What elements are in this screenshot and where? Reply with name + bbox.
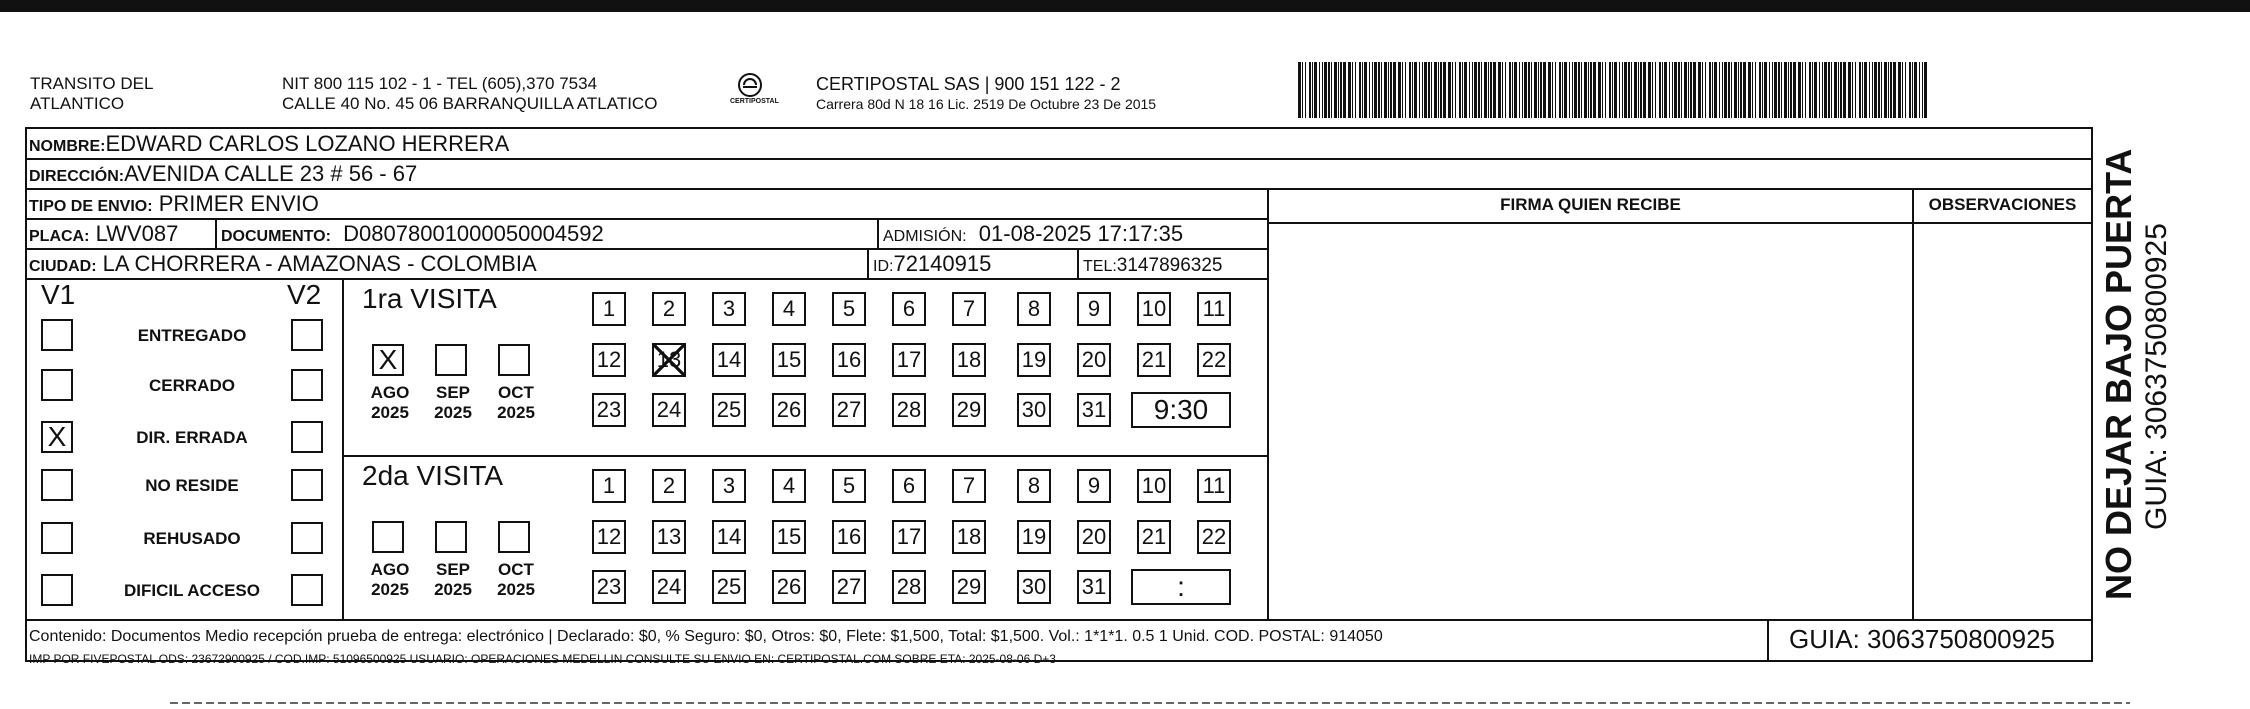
day-box[interactable]: 5 [832,469,866,503]
day-box[interactable]: 19 [1017,343,1051,377]
barcode-bar [1924,62,1927,118]
day-box[interactable]: 27 [832,570,866,604]
v2-checkbox[interactable] [291,319,323,351]
month-checkbox[interactable] [498,344,530,376]
impresion-text: IMP POR FIVEPOSTAL ODS: 23672900925 / COD.IMP: 51096500925 USUARIO: OPERACIONES MEDELLIN CONSULTE SU ENVIO EN: CERTIPOSTAL.COM SOBRE ETA: 2025-08-06 D+3 [29,652,1056,666]
month-year: 2025 [371,580,409,599]
day-box[interactable]: 18 [952,520,986,554]
status-label: DIFICIL ACCESO [123,581,260,600]
admision-field: ADMISIÓN: 01-08-2025 17:17:35 [883,221,1184,246]
v1-checkbox[interactable] [41,469,73,501]
day-box[interactable]: 15 [772,520,806,554]
v2-checkbox[interactable] [291,469,323,501]
month-label [423,560,483,600]
v1-checkbox[interactable] [41,522,73,554]
ciudad-field: CIUDAD: LA CHORRERA - AMAZONAS - COLOMBIA [29,251,537,276]
month-name: AGO [370,383,410,402]
day-box[interactable]: 22 [1197,343,1231,377]
day-box[interactable]: 3 [712,292,746,326]
day-box[interactable]: 22 [1197,520,1231,554]
status-label: CERRADO [149,376,235,395]
no-dejar-bajo-puerta: NO DEJAR BAJO PUERTA [2098,148,2139,600]
day-box[interactable]: 4 [772,469,806,503]
day-box[interactable]: 23 [592,570,626,604]
day-box[interactable]: 20 [1077,343,1111,377]
day-box[interactable]: 1 [592,469,626,503]
month-name: SEP [435,560,471,579]
month-checkbox[interactable] [435,521,467,553]
v1-checkbox[interactable]: X [41,421,73,453]
month-year: 2025 [434,403,472,422]
day-box[interactable]: 9 [1077,292,1111,326]
day-box[interactable]: 18 [952,343,986,377]
day-box[interactable]: 25 [712,393,746,427]
issuer-contact: NIT 800 115 102 - 1 - TEL (605),370 7534 CALLE 40 No. 45 06 BARRANQUILLA ATLATICO [282,74,658,113]
visit-title: 1ra VISITA [362,283,497,314]
day-box[interactable]: 14 [712,520,746,554]
day-box[interactable]: 13 [652,343,686,377]
day-box[interactable]: 2 [652,292,686,326]
status-label: DIR. ERRADA [136,428,248,447]
month-name: OCT [498,383,534,402]
tipo-envio-field: TIPO DE ENVIO: PRIMER ENVIO [29,191,319,216]
day-box[interactable]: 1 [592,292,626,326]
day-box[interactable]: 15 [772,343,806,377]
month-name: OCT [498,560,534,579]
delivery-form [25,127,2093,666]
day-box[interactable]: 8 [1017,469,1051,503]
day-box[interactable]: 28 [892,570,926,604]
day-box[interactable]: 23 [592,393,626,427]
day-box[interactable]: 17 [892,520,926,554]
day-box[interactable]: 20 [1077,520,1111,554]
day-box[interactable]: 26 [772,393,806,427]
cut-line [170,702,2130,704]
day-box[interactable]: 21 [1137,343,1171,377]
tracking-barcode [1298,62,1930,118]
day-box[interactable]: 17 [892,343,926,377]
month-year: 2025 [497,580,535,599]
day-box[interactable]: 3 [712,469,746,503]
day-box[interactable]: 8 [1017,292,1051,326]
day-box[interactable]: 24 [652,393,686,427]
month-name: SEP [435,383,471,402]
nombre-field: NOMBRE:EDWARD CARLOS LOZANO HERRERA [29,131,510,156]
month-label [486,560,546,600]
day-box[interactable]: 26 [772,570,806,604]
day-box[interactable]: 2 [652,469,686,503]
month-label [486,383,546,423]
day-box[interactable]: 27 [832,393,866,427]
day-box[interactable]: 10 [1137,292,1171,326]
v2-checkbox[interactable] [291,421,323,453]
day-box[interactable]: 30 [1017,393,1051,427]
visit-time[interactable]: 9:30 [1131,392,1231,428]
firma-header: FIRMA QUIEN RECIBE [1500,195,1681,214]
day-box[interactable]: 28 [892,393,926,427]
day-box[interactable]: 29 [952,393,986,427]
day-box[interactable]: 13 [652,520,686,554]
month-year: 2025 [497,403,535,422]
visit-time[interactable]: : [1131,569,1231,605]
day-box[interactable]: 5 [832,292,866,326]
month-checkbox[interactable] [372,521,404,553]
month-checkbox[interactable] [498,521,530,553]
month-label [360,560,420,600]
top-border [0,0,2250,12]
day-box[interactable]: 29 [952,570,986,604]
logo-text: CERTIPOSTAL [730,98,779,105]
v1-checkbox[interactable] [41,369,73,401]
side-guia: GUIA: 3063750800925 [2140,223,2173,530]
day-box[interactable]: 30 [1017,570,1051,604]
guia-number: GUIA: 3063750800925 [1789,624,2055,654]
day-box[interactable]: 6 [892,292,926,326]
day-box[interactable]: 9 [1077,469,1111,503]
day-box[interactable]: 4 [772,292,806,326]
carrier-info: CERTIPOSTAL SAS | 900 151 122 - 2 Carrera 80d N 18 16 Lic. 2519 De Octubre 23 De 2015 [816,74,1157,112]
day-box[interactable]: 19 [1017,520,1051,554]
month-year: 2025 [371,403,409,422]
placa-field: PLACA: LWV087 [29,221,179,246]
v2-checkbox[interactable] [291,369,323,401]
id-field: ID:72140915 [873,251,992,276]
status-label: ENTREGADO [137,326,247,345]
day-box[interactable]: 14 [712,343,746,377]
v1-checkbox[interactable] [41,319,73,351]
issuer-name: TRANSITO DEL ATLANTICO [30,74,154,113]
documento-field: DOCUMENTO: D08078001000050004592 [221,221,604,246]
status-label: NO RESIDE [145,476,239,495]
day-box[interactable]: 16 [832,520,866,554]
direccion-field: DIRECCIÓN:AVENIDA CALLE 23 # 56 - 67 [29,161,418,186]
day-box[interactable]: 31 [1077,570,1111,604]
observaciones-header: OBSERVACIONES [1928,195,2077,214]
day-box[interactable]: 6 [892,469,926,503]
day-box[interactable]: 21 [1137,520,1171,554]
month-name: AGO [370,560,410,579]
day-box[interactable]: 10 [1137,469,1171,503]
status-label: REHUSADO [143,529,241,548]
day-box[interactable]: 7 [952,292,986,326]
tel-field: TEL:3147896325 [1083,255,1223,276]
certipostal-logo [730,72,779,112]
v1-label: V1 [41,279,76,310]
day-box[interactable]: 24 [652,570,686,604]
day-box[interactable]: 11 [1197,469,1231,503]
month-checkbox[interactable] [435,344,467,376]
day-box[interactable]: 12 [592,343,626,377]
month-label [423,383,483,423]
v2-checkbox[interactable] [291,574,323,606]
day-box[interactable]: 31 [1077,393,1111,427]
contenido-text: Contenido: Documentos Medio recepción prueba de entrega: electrónico | Declarado: $0, % Seguro: $0, Otros: $0, Flete: $1,500, Total: $1,500. Vol.: 1*1*1. 0.5 1 Unid. COD. POSTAL: 914050 [29,628,1383,645]
logo-icon [737,72,763,98]
visit-title: 2da VISITA [362,460,504,491]
day-box[interactable]: 16 [832,343,866,377]
v2-label: V2 [287,279,322,310]
day-box[interactable]: 25 [712,570,746,604]
v2-checkbox[interactable] [291,522,323,554]
month-label [360,383,420,423]
month-year: 2025 [434,580,472,599]
v1-checkbox[interactable] [41,574,73,606]
month-checkbox[interactable]: X [372,344,404,376]
day-box[interactable]: 7 [952,469,986,503]
day-box[interactable]: 12 [592,520,626,554]
day-box[interactable]: 11 [1197,292,1231,326]
